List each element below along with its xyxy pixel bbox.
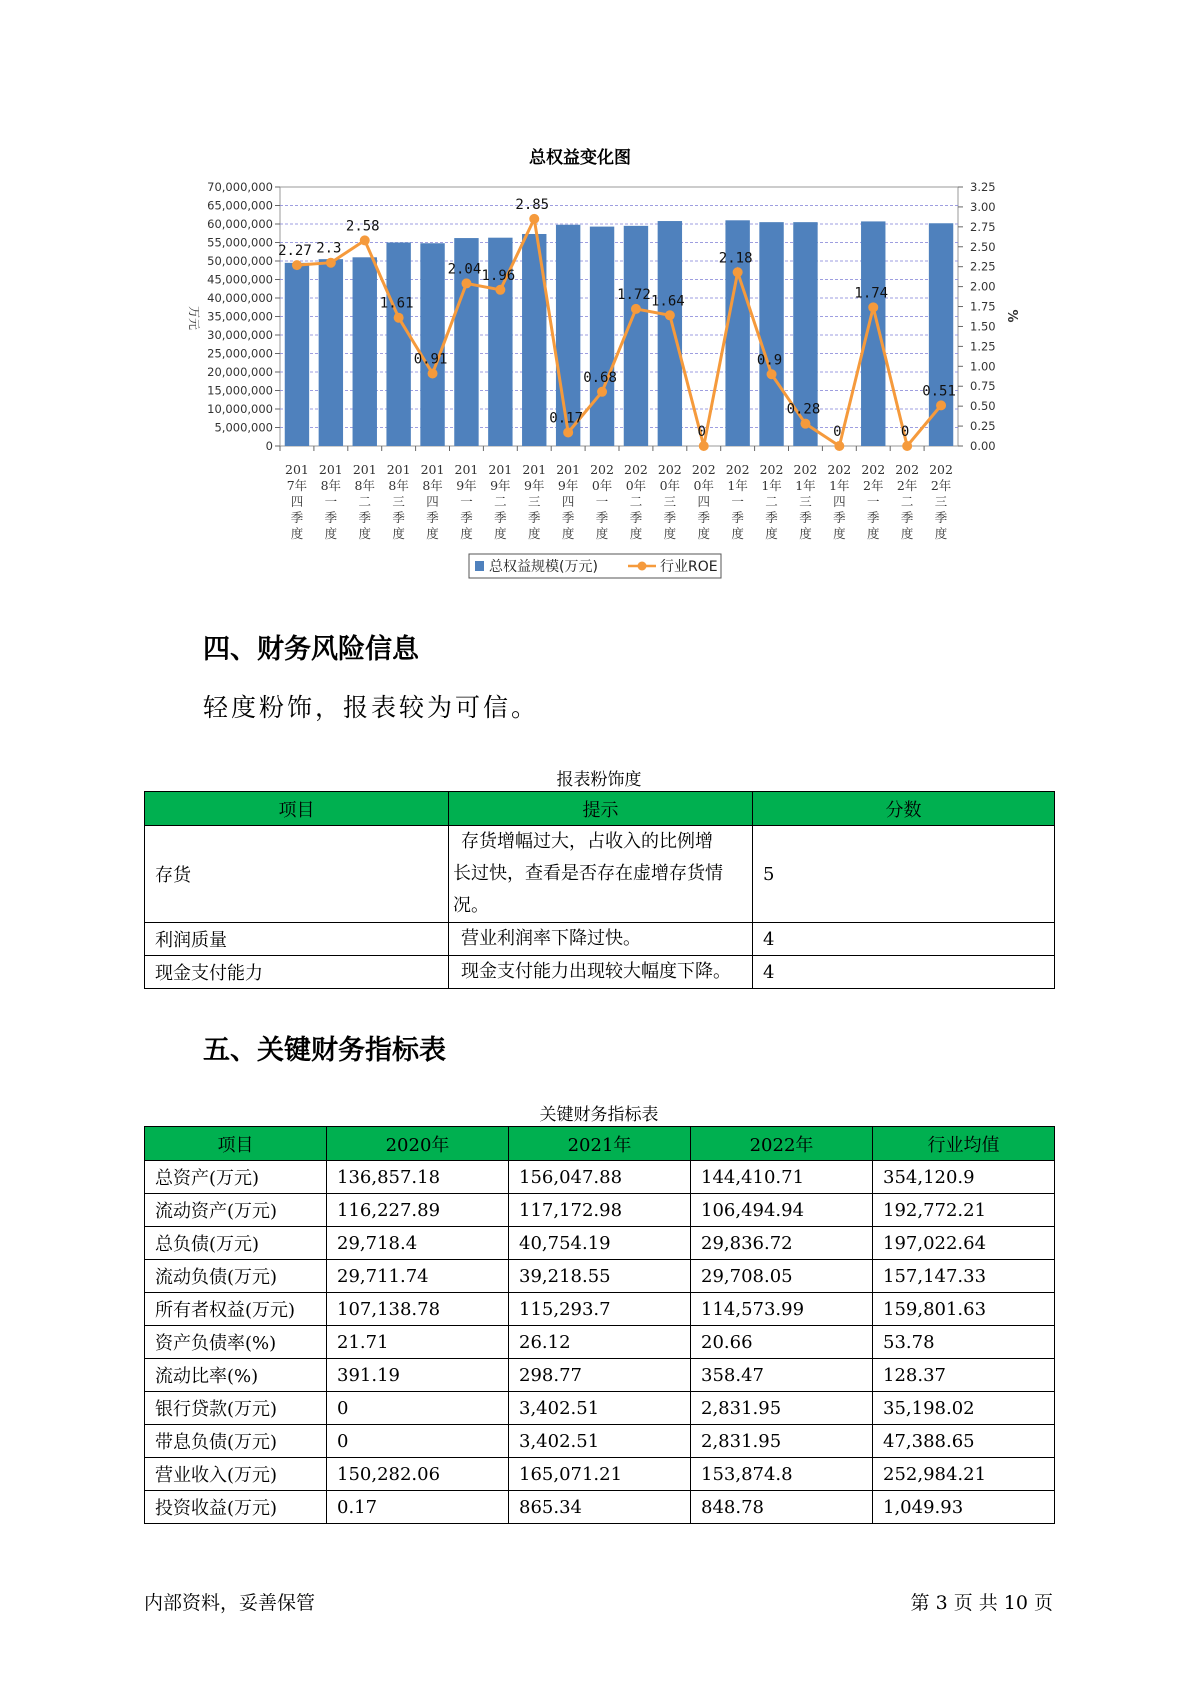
x-tick-label: 四	[833, 494, 846, 509]
x-tick-label: 202	[590, 462, 614, 477]
roe-data-label: 1.61	[379, 295, 414, 312]
kpi-industry-avg: 354,120.9	[873, 1161, 1055, 1194]
right-tick-label: 1.75	[970, 299, 996, 314]
kpi-2021: 165,071.21	[509, 1458, 691, 1491]
x-tick-label: 8年	[354, 478, 375, 493]
x-tick-label: 2年	[930, 478, 952, 493]
kpi-2022: 106,494.94	[691, 1194, 873, 1227]
x-tick-label: 2年	[863, 478, 884, 493]
x-tick-label: 四	[426, 494, 439, 509]
kpi-2021: 117,172.98	[509, 1194, 691, 1227]
chart-title: 总权益变化图	[529, 148, 631, 168]
x-tick-label: 201	[488, 462, 513, 477]
kpi-2020: 0.17	[327, 1491, 509, 1524]
x-tick-label: 度	[290, 526, 304, 541]
table-row	[145, 826, 1055, 923]
kpi-2022: 114,573.99	[691, 1293, 873, 1326]
x-tick-label: 度	[765, 526, 778, 541]
bar-total-equity	[319, 259, 343, 446]
kpi-2022: 358.47	[691, 1359, 873, 1392]
kpi-2022: 29,708.05	[691, 1260, 873, 1293]
x-tick-label: 201	[556, 462, 581, 477]
header-2021: 2021年	[509, 1127, 691, 1161]
kpi-2022: 2,831.95	[691, 1392, 873, 1425]
x-tick-label: 三	[934, 494, 948, 509]
table-row	[145, 1260, 1055, 1293]
kpi-2020: 116,227.89	[327, 1194, 509, 1227]
roe-point	[529, 214, 539, 224]
kpi-item: 营业收入(万元)	[145, 1458, 327, 1491]
x-tick-label: 二	[358, 494, 372, 509]
left-tick-label: 30,000,000	[207, 328, 273, 342]
table-row	[145, 1326, 1055, 1359]
roe-data-label: 0.51	[922, 383, 956, 400]
kpi-2020: 136,857.18	[327, 1161, 509, 1194]
right-tick-label: 2.75	[970, 219, 996, 234]
header-2020: 2020年	[327, 1127, 509, 1161]
bar-total-equity	[658, 221, 682, 446]
table-row	[145, 1194, 1055, 1227]
legend-bar-label: 总权益规模(万元)	[489, 559, 598, 575]
x-tick-label: 季	[866, 510, 880, 525]
x-tick-label: 季	[426, 510, 439, 525]
kpi-item: 资产负债率(%)	[145, 1326, 327, 1359]
kpi-industry-avg: 53.78	[873, 1326, 1055, 1359]
kpi-2020: 29,718.4	[327, 1227, 509, 1260]
x-tick-label: 7年	[286, 478, 308, 493]
risk-score: 4	[753, 923, 1055, 956]
x-tick-label: 202	[725, 462, 750, 477]
roe-point	[733, 267, 743, 277]
roe-point	[326, 258, 336, 268]
kpi-2020: 29,711.74	[327, 1260, 509, 1293]
x-tick-label: 季	[697, 510, 711, 525]
kpi-item: 总负债(万元)	[145, 1227, 327, 1260]
roe-data-label: 0	[697, 424, 706, 440]
x-tick-label: 202	[895, 462, 920, 477]
table-row	[145, 923, 1055, 956]
x-tick-label: 202	[759, 462, 784, 477]
kpi-industry-avg: 252,984.21	[873, 1458, 1055, 1491]
x-tick-label: 季	[460, 510, 473, 525]
kpi-industry-avg: 35,198.02	[873, 1392, 1055, 1425]
x-tick-label: 三	[663, 494, 677, 509]
x-tick-label: 202	[691, 462, 716, 477]
x-tick-label: 201	[386, 462, 411, 477]
x-tick-label: 三	[392, 494, 405, 509]
x-tick-label: 季	[900, 510, 914, 525]
x-tick-label: 1年	[727, 478, 748, 493]
kpi-item: 银行贷款(万元)	[145, 1392, 327, 1425]
kpi-item: 流动比率(%)	[145, 1359, 327, 1392]
roe-point	[394, 313, 404, 323]
risk-hint	[449, 923, 753, 956]
bar-total-equity	[756, 222, 783, 446]
x-tick-label: 四	[697, 494, 711, 509]
x-tick-label: 度	[697, 526, 711, 541]
roe-point	[631, 304, 641, 314]
x-tick-label: 季	[290, 510, 304, 525]
kpi-2021: 40,754.19	[509, 1227, 691, 1260]
roe-data-label: 0	[833, 424, 842, 440]
roe-data-label: 1.74	[854, 285, 889, 302]
kpi-2021: 115,293.7	[509, 1293, 691, 1326]
kpi-industry-avg: 197,022.64	[873, 1227, 1055, 1260]
kpi-industry-avg: 1,049.93	[873, 1491, 1055, 1524]
x-tick-label: 8年	[320, 478, 342, 493]
risk-hint-line: 存货增幅过大，占收入的比例增	[461, 831, 713, 852]
x-tick-label: 度	[866, 526, 880, 541]
kpi-2021: 298.77	[509, 1359, 691, 1392]
x-tick-label: 1年	[829, 478, 850, 493]
right-tick-label: 2.50	[970, 239, 996, 254]
roe-data-label: 0	[900, 424, 910, 440]
kpi-2022: 144,410.71	[691, 1161, 873, 1194]
x-tick-label: 度	[561, 526, 575, 541]
roe-data-label: 2.58	[345, 218, 380, 235]
roe-point	[699, 441, 709, 451]
right-tick-label: 1.25	[970, 339, 996, 354]
x-tick-label: 季	[731, 510, 744, 525]
x-tick-label: 度	[799, 526, 812, 541]
right-axis-title: %	[1004, 309, 1019, 323]
roe-data-label: 1.72	[617, 286, 651, 303]
right-tick-label: 1.50	[970, 319, 996, 334]
bar-total-equity	[624, 226, 648, 446]
table-row	[145, 1293, 1055, 1326]
header-item: 项目	[145, 1127, 327, 1161]
x-tick-label: 度	[392, 526, 405, 541]
x-tick-label: 9年	[456, 478, 477, 493]
kpi-2021: 3,402.51	[509, 1392, 691, 1425]
roe-point	[868, 302, 878, 312]
roe-point	[800, 419, 810, 429]
x-tick-label: 季	[799, 510, 812, 525]
x-tick-label: 季	[392, 510, 405, 525]
x-tick-label: 度	[900, 526, 914, 541]
equity-change-chart	[0, 0, 1191, 600]
section4-heading: 四、财务风险信息	[203, 634, 419, 665]
table-row	[145, 1359, 1055, 1392]
x-tick-label: 0年	[591, 478, 613, 493]
roe-point	[360, 235, 370, 245]
right-tick-label: 2.00	[970, 279, 996, 294]
left-tick-label: 55,000,000	[207, 235, 273, 250]
risk-score: 5	[753, 826, 1055, 923]
x-tick-label: 三	[527, 494, 541, 509]
risk-hint-line: 营业利润率下降过快。	[461, 928, 641, 949]
x-tick-label: 度	[324, 526, 338, 541]
x-tick-label: 季	[561, 510, 575, 525]
x-tick-label: 季	[527, 510, 541, 525]
x-tick-label: 季	[629, 510, 643, 525]
risk-table	[144, 791, 1055, 989]
x-tick-label: 202	[929, 462, 953, 477]
x-tick-label: 201	[352, 462, 377, 477]
kpi-2020: 391.19	[327, 1359, 509, 1392]
bar-total-equity	[590, 227, 614, 446]
bar-total-equity	[285, 263, 309, 446]
kpi-industry-avg: 47,388.65	[873, 1425, 1055, 1458]
right-tick-label: 0.00	[970, 439, 996, 453]
x-tick-label: 度	[663, 526, 677, 541]
roe-data-label: 0.17	[549, 410, 584, 427]
right-tick-label: 0.25	[970, 419, 996, 434]
footer-confidential: 内部资料，妥善保管	[144, 1592, 316, 1614]
left-axis-title: 万元	[187, 305, 201, 331]
roe-data-label: 1.64	[650, 293, 685, 310]
bar-total-equity	[420, 243, 444, 446]
left-tick-label: 50,000,000	[207, 254, 273, 268]
x-tick-label: 季	[494, 510, 507, 525]
x-tick-label: 季	[663, 510, 677, 525]
roe-point	[902, 441, 912, 451]
kpi-2022: 848.78	[691, 1491, 873, 1524]
x-tick-label: 0年	[625, 478, 647, 493]
risk-summary: 轻度粉饰，报表较为可信。	[203, 693, 540, 722]
kpi-2020: 150,282.06	[327, 1458, 509, 1491]
roe-data-label: 2.27	[278, 243, 312, 260]
x-tick-label: 二	[900, 494, 914, 509]
x-tick-label: 8年	[422, 478, 443, 493]
header-industry-avg: 行业均值	[873, 1127, 1055, 1161]
x-tick-label: 202	[861, 462, 886, 477]
kpi-2022: 29,836.72	[691, 1227, 873, 1260]
x-tick-label: 度	[731, 526, 744, 541]
roe-point	[936, 400, 946, 410]
footer-page-number: 第 3 页 共 10 页	[910, 1592, 1053, 1614]
right-tick-label: 3.00	[970, 199, 996, 214]
x-tick-label: 9年	[524, 478, 545, 493]
x-tick-label: 四	[561, 494, 575, 509]
table-row	[145, 1425, 1055, 1458]
left-tick-label: 0	[265, 439, 273, 453]
risk-item: 存货	[145, 826, 449, 923]
roe-point	[495, 285, 505, 295]
x-tick-label: 度	[833, 526, 846, 541]
kpi-item: 投资收益(万元)	[145, 1491, 327, 1524]
kpi-industry-avg: 159,801.63	[873, 1293, 1055, 1326]
x-tick-label: 季	[833, 510, 846, 525]
x-tick-label: 一	[866, 494, 880, 509]
legend-line-label: 行业ROE	[660, 559, 718, 575]
risk-table-caption: 报表粉饰度	[556, 770, 642, 790]
roe-point	[428, 368, 438, 378]
kpi-2020: 0	[327, 1392, 509, 1425]
kpi-industry-avg: 128.37	[873, 1359, 1055, 1392]
x-tick-label: 度	[494, 526, 507, 541]
kpi-2022: 20.66	[691, 1326, 873, 1359]
bar-total-equity	[353, 257, 377, 446]
x-tick-label: 9年	[557, 478, 579, 493]
x-tick-label: 202	[793, 462, 818, 477]
right-tick-label: 0.75	[970, 379, 996, 394]
bar-total-equity	[861, 221, 885, 446]
roe-data-label: 0.9	[756, 352, 783, 369]
roe-point	[767, 369, 777, 379]
x-tick-label: 一	[731, 494, 744, 509]
x-tick-label: 0年	[693, 478, 714, 493]
roe-data-label: 2.3	[316, 240, 342, 257]
table-row	[145, 956, 1055, 989]
x-tick-label: 8年	[388, 478, 409, 493]
table-row	[145, 1227, 1055, 1260]
kpi-2022: 153,874.8	[691, 1458, 873, 1491]
x-tick-label: 9年	[490, 478, 511, 493]
kpi-table	[144, 1126, 1055, 1524]
kpi-item: 总资产(万元)	[145, 1161, 327, 1194]
kpi-2021: 865.34	[509, 1491, 691, 1524]
risk-score: 4	[753, 956, 1055, 989]
x-tick-label: 1年	[795, 478, 816, 493]
bar-total-equity	[929, 223, 953, 446]
kpi-table-caption: 关键财务指标表	[539, 1105, 659, 1125]
header-score: 分数	[753, 792, 1055, 826]
x-tick-label: 度	[358, 526, 372, 541]
x-tick-label: 201	[522, 462, 547, 477]
kpi-2021: 3,402.51	[509, 1425, 691, 1458]
x-tick-label: 202	[657, 462, 682, 477]
header-2022: 2022年	[691, 1127, 873, 1161]
x-tick-label: 度	[934, 526, 948, 541]
right-tick-label: 2.25	[970, 259, 996, 274]
roe-data-label: 0.28	[786, 401, 821, 418]
left-tick-label: 70,000,000	[207, 180, 273, 194]
x-tick-label: 一	[324, 494, 338, 509]
header-hint: 提示	[449, 792, 753, 826]
x-tick-label: 季	[324, 510, 338, 525]
x-tick-label: 一	[460, 494, 473, 509]
roe-data-label: 2.04	[447, 261, 482, 278]
x-tick-label: 0年	[659, 478, 681, 493]
x-tick-label: 201	[318, 462, 343, 477]
right-tick-label: 0.50	[970, 399, 996, 414]
x-tick-label: 二	[494, 494, 507, 509]
risk-item: 现金支付能力	[145, 956, 449, 989]
kpi-2021: 26.12	[509, 1326, 691, 1359]
kpi-industry-avg: 192,772.21	[873, 1194, 1055, 1227]
x-tick-label: 季	[595, 510, 609, 525]
risk-hint	[449, 956, 753, 989]
risk-hint-line: 现金支付能力出现较大幅度下降。	[461, 961, 731, 982]
kpi-item: 带息负债(万元)	[145, 1425, 327, 1458]
x-tick-label: 1年	[761, 478, 782, 493]
x-tick-label: 202	[624, 462, 648, 477]
left-tick-label: 65,000,000	[207, 198, 273, 213]
risk-hint-line: 况。	[453, 895, 489, 916]
x-tick-label: 度	[426, 526, 439, 541]
roe-point	[834, 441, 844, 451]
table-row	[145, 1392, 1055, 1425]
x-tick-label: 二	[629, 494, 643, 509]
left-tick-label: 10,000,000	[207, 402, 273, 416]
kpi-item: 流动负债(万元)	[145, 1260, 327, 1293]
roe-data-label: 0.68	[583, 369, 617, 386]
roe-point	[461, 278, 471, 288]
x-tick-label: 度	[527, 526, 541, 541]
section5-heading: 五、关键财务指标表	[203, 1035, 446, 1066]
header-item: 项目	[145, 792, 449, 826]
legend-bar-swatch	[475, 561, 484, 571]
x-tick-label: 201	[420, 462, 445, 477]
right-tick-label: 1.00	[970, 359, 996, 374]
kpi-item: 流动资产(万元)	[145, 1194, 327, 1227]
x-tick-label: 季	[358, 510, 372, 525]
left-tick-label: 20,000,000	[207, 365, 273, 379]
x-tick-label: 度	[595, 526, 609, 541]
kpi-2020: 21.71	[327, 1326, 509, 1359]
kpi-2021: 156,047.88	[509, 1161, 691, 1194]
left-tick-label: 60,000,000	[207, 217, 273, 231]
x-tick-label: 2年	[896, 478, 918, 493]
x-tick-label: 季	[765, 510, 778, 525]
x-tick-label: 202	[827, 462, 852, 477]
x-tick-label: 201	[285, 462, 309, 477]
kpi-2021: 39,218.55	[509, 1260, 691, 1293]
x-tick-label: 季	[934, 510, 948, 525]
x-tick-label: 二	[765, 494, 778, 509]
risk-hint	[449, 826, 753, 923]
right-tick-label: 3.25	[970, 180, 996, 194]
table-row	[145, 1491, 1055, 1524]
kpi-2022: 2,831.95	[691, 1425, 873, 1458]
roe-data-label: 1.96	[481, 267, 516, 284]
x-tick-label: 一	[595, 494, 609, 509]
x-tick-label: 四	[290, 494, 304, 509]
roe-data-label: 2.85	[515, 196, 550, 213]
risk-hint-line: 长过快，查看是否存在虚增存货情	[453, 863, 723, 884]
kpi-2020: 0	[327, 1425, 509, 1458]
legend-line-marker	[638, 562, 647, 571]
kpi-item: 所有者权益(万元)	[145, 1293, 327, 1326]
left-tick-label: 40,000,000	[207, 291, 273, 305]
risk-item: 利润质量	[145, 923, 449, 956]
left-tick-label: 45,000,000	[207, 272, 273, 287]
roe-data-label: 2.18	[718, 250, 753, 267]
roe-point	[597, 387, 607, 397]
left-tick-label: 35,000,000	[207, 309, 273, 324]
left-tick-label: 15,000,000	[207, 383, 273, 398]
roe-point	[292, 260, 302, 270]
roe-data-label: 0.91	[413, 351, 448, 368]
left-tick-label: 25,000,000	[207, 346, 273, 361]
x-tick-label: 度	[460, 526, 473, 541]
x-tick-label: 度	[629, 526, 643, 541]
kpi-2020: 107,138.78	[327, 1293, 509, 1326]
table-row	[145, 1161, 1055, 1194]
roe-point	[563, 427, 573, 437]
x-tick-label: 201	[454, 462, 479, 477]
x-tick-label: 三	[799, 494, 812, 509]
roe-point	[665, 310, 675, 320]
bar-total-equity	[386, 243, 410, 447]
kpi-industry-avg: 157,147.33	[873, 1260, 1055, 1293]
left-tick-label: 5,000,000	[214, 420, 273, 435]
table-row	[145, 1458, 1055, 1491]
